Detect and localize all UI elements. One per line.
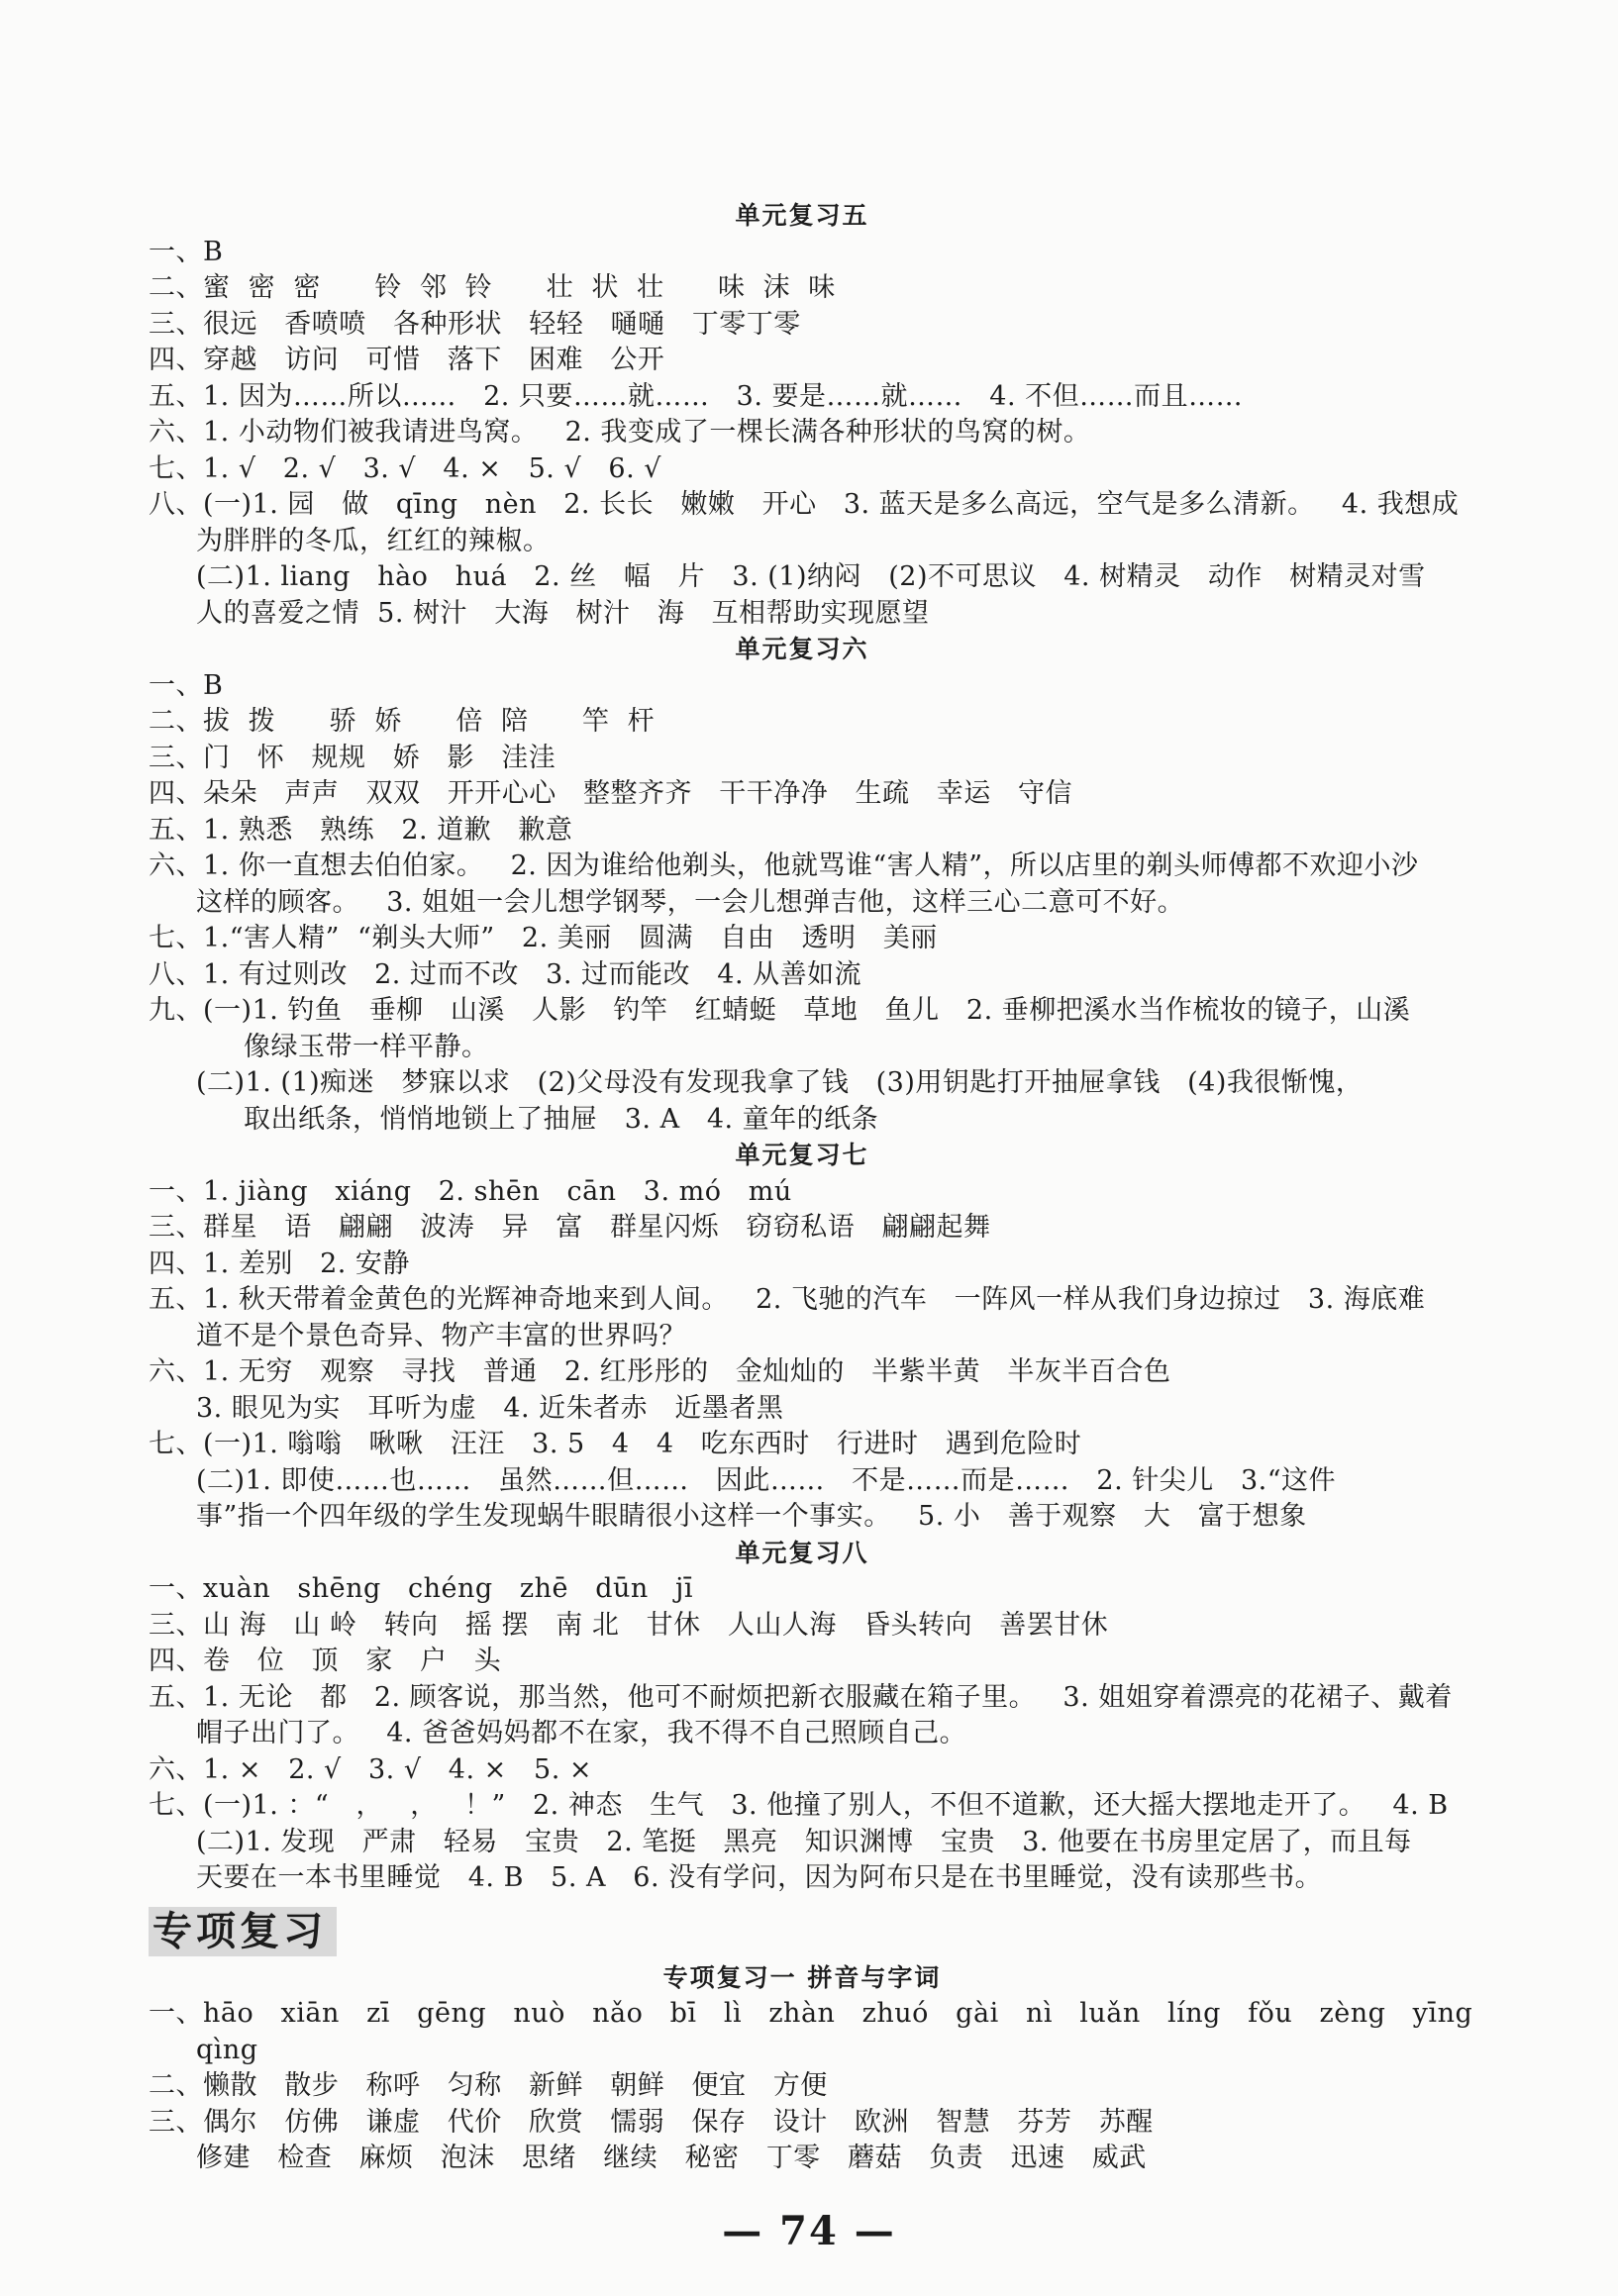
answer-line: 三、偶尔 仿佛 谦虚 代价 欣赏 懦弱 保存 设计 欧洲 智慧 芬芳 苏醒 <box>149 2106 1154 2138</box>
answer-line: 九、(一)1. 钓鱼 垂柳 山溪 人影 钓竿 红蜻蜓 草地 鱼儿 2. 垂柳把溪水当作梳妆的镜子，山溪 <box>149 995 1411 1026</box>
answer-line: 这样的顾客。 3. 姐姐一会儿想学钢琴，一会儿想弹吉他，这样三心二意可不好。 <box>196 886 1185 918</box>
answer-line: 八、1. 有过则改 2. 过而不改 3. 过而能改 4. 从善如流 <box>149 958 862 990</box>
answer-line: (二)1. liang hào huá 2. 丝 幅 片 3. (1)纳闷 (2)不可思议 4. 树精灵 动作 树精灵对雪 <box>196 561 1426 592</box>
answer-line: 帽子出门了。 4. 爸爸妈妈都不在家，我不得不自己照顾自己。 <box>196 1718 967 1748</box>
answer-line: 七、1. √ 2. √ 3. √ 4. × 5. √ 6. √ <box>149 452 661 484</box>
answer-line: 七、1.“害人精” “剃头大师” 2. 美丽 圆满 自由 透明 美丽 <box>149 923 938 953</box>
answer-line: 六、1. 你一直想去伯伯家。 2. 因为谁给他剃头，他就骂谁“害人精”，所以店里的剃头师傅都不欢迎小沙 <box>149 850 1419 881</box>
answer-page <box>149 198 1473 2177</box>
section-title: 单元复习七 <box>735 1141 869 1169</box>
answer-line: (二)1. 发现 严肃 轻易 宝贵 2. 笔挺 黑亮 知识渊博 宝贵 3. 他要在书房里定居了，而且每 <box>196 1826 1412 1857</box>
section-title: 单元复习五 <box>735 201 869 230</box>
answer-line: 三、山 海 山 岭 转向 摇 摆 南 北 甘休 人山人海 昏头转向 善罢甘休 <box>149 1609 1109 1641</box>
answer-line: 二、拔 拨 骄 娇 倍 陪 竿 杆 <box>149 706 656 737</box>
answer-line: 八、(一)1. 园 做 qīng nèn 2. 长长 嫩嫩 开心 3. 蓝天是多么高远，空气是多么清新。 4. 我想成 <box>149 489 1460 520</box>
answer-line: 五、1. 无论 都 2. 顾客说，那当然，他可不耐烦把新衣服藏在箱子里。 3. 姐姐穿着漂亮的花裙子、戴着 <box>149 1681 1453 1713</box>
answer-line: 事”指一个四年级的学生发现蜗牛眼睛很小这样一个事实。 5. 小 善于观察 大 富于想象 <box>196 1501 1307 1532</box>
answer-line: 四、1. 差别 2. 安静 <box>149 1248 410 1279</box>
answer-line: 六、1. 无穷 观察 寻找 普通 2. 红彤彤的 金灿灿的 半紫半黄 半灰半百合色 <box>149 1356 1171 1387</box>
answer-line: (二)1. (1)痴迷 梦寐以求 (2)父母没有发现我拿了钱 (3)用钥匙打开抽屉拿钱 (4)我很惭愧， <box>196 1067 1364 1098</box>
answer-line: 五、1. 因为……所以…… 2. 只要……就…… 3. 要是……就…… 4. 不但……而且…… <box>149 380 1244 412</box>
section-title: 单元复习六 <box>735 635 869 663</box>
answer-line: 3. 眼见为实 耳听为虚 4. 近朱者赤 近墨者黑 <box>196 1392 784 1424</box>
answer-line: 一、B <box>149 236 224 267</box>
answer-line: 四、穿越 访问 可惜 落下 困难 公开 <box>149 345 665 375</box>
answer-line: 二、懒散 散步 称呼 匀称 新鲜 朝鲜 便宜 方便 <box>149 2070 828 2101</box>
page-number: — 74 — <box>722 2208 896 2254</box>
answer-line: 取出纸条，悄悄地锁上了抽屉 3. A 4. 童年的纸条 <box>244 1103 879 1135</box>
answer-line: 一、hāo xiān zī gēng nuò nǎo bī lì zhàn zhuó gài nì luǎn líng fǒu zèng yīng <box>149 1998 1473 2029</box>
answer-line: qìng <box>196 2034 258 2065</box>
answer-line: 天要在一本书里睡觉 4. B 5. A 6. 没有学问，因为阿布只是在书里睡觉，没有读那些书。 <box>196 1862 1323 1893</box>
answer-line: 一、xuàn shēng chéng zhē dūn jī <box>149 1573 694 1604</box>
answer-line: (二)1. 即使……也…… 虽然……但…… 因此…… 不是……而是…… 2. 针尖儿 3.“这件 <box>196 1464 1337 1496</box>
answer-line: 三、门 怀 规规 娇 影 洼洼 <box>149 742 556 773</box>
answer-line: 三、很远 香喷喷 各种形状 轻轻 嗵嗵 丁零丁零 <box>149 308 801 340</box>
answer-line: 像绿玉带一样平静。 <box>244 1031 489 1062</box>
answer-line: 一、B <box>149 669 224 701</box>
section-title: 单元复习八 <box>735 1538 869 1567</box>
answer-line: 五、1. 熟悉 熟练 2. 道歉 歉意 <box>149 814 573 846</box>
answer-line: 七、(一)1. ：“ ， ， ！” 2. 神态 生气 3. 他撞了别人，不但不道歉，还大摇大摆地走开了。 4. B <box>149 1790 1449 1821</box>
special-review-title: 专项复习一 拼音与字词 <box>662 1962 942 1992</box>
special-review-heading-wrap <box>149 1897 1456 1960</box>
special-review-lines <box>149 1996 1473 2177</box>
answer-line: 二、蜜 密 密 铃 邻 铃 壮 状 壮 味 沫 味 <box>149 272 836 303</box>
answer-line: 五、1. 秋天带着金黄色的光辉神奇地来到人间。 2. 飞驰的汽车 一阵风一样从我们身边掠过 3. 海底难 <box>149 1284 1426 1315</box>
unit-review-sections <box>149 198 1460 1897</box>
answer-line: 一、1. jiàng xiáng 2. shēn cān 3. mó mú <box>149 1175 792 1207</box>
answer-line: 四、卷 位 顶 家 户 头 <box>149 1646 502 1676</box>
answer-line: 道不是个景色奇异、物产丰富的世界吗？ <box>196 1320 686 1351</box>
answer-line: 为胖胖的冬瓜，红红的辣椒。 <box>196 525 551 556</box>
answer-line: 六、1. × 2. √ 3. √ 4. × 5. × <box>149 1753 592 1785</box>
answer-line: 七、(一)1. 嗡嗡 啾啾 汪汪 3. 5 4 4 吃东西时 行进时 遇到危险时 <box>149 1429 1082 1459</box>
special-review-heading: 专项复习 <box>149 1907 337 1956</box>
answer-line: 人的喜爱之情 5. 树汁 大海 树汁 海 互相帮助实现愿望 <box>196 597 930 629</box>
answer-line: 六、1. 小动物们被我请进鸟窝。 2. 我变成了一棵长满各种形状的鸟窝的树。 <box>149 417 1091 448</box>
answer-line: 四、朵朵 声声 双双 开开心心 整整齐齐 干干净净 生疏 幸运 守信 <box>149 778 1072 809</box>
answer-line: 修建 检查 麻烦 泡沫 思绪 继续 秘密 丁零 蘑菇 负责 迅速 威武 <box>196 2143 1147 2173</box>
answer-line: 三、群星 语 翩翩 波涛 异 富 群星闪烁 窃窃私语 翩翩起舞 <box>149 1212 991 1243</box>
